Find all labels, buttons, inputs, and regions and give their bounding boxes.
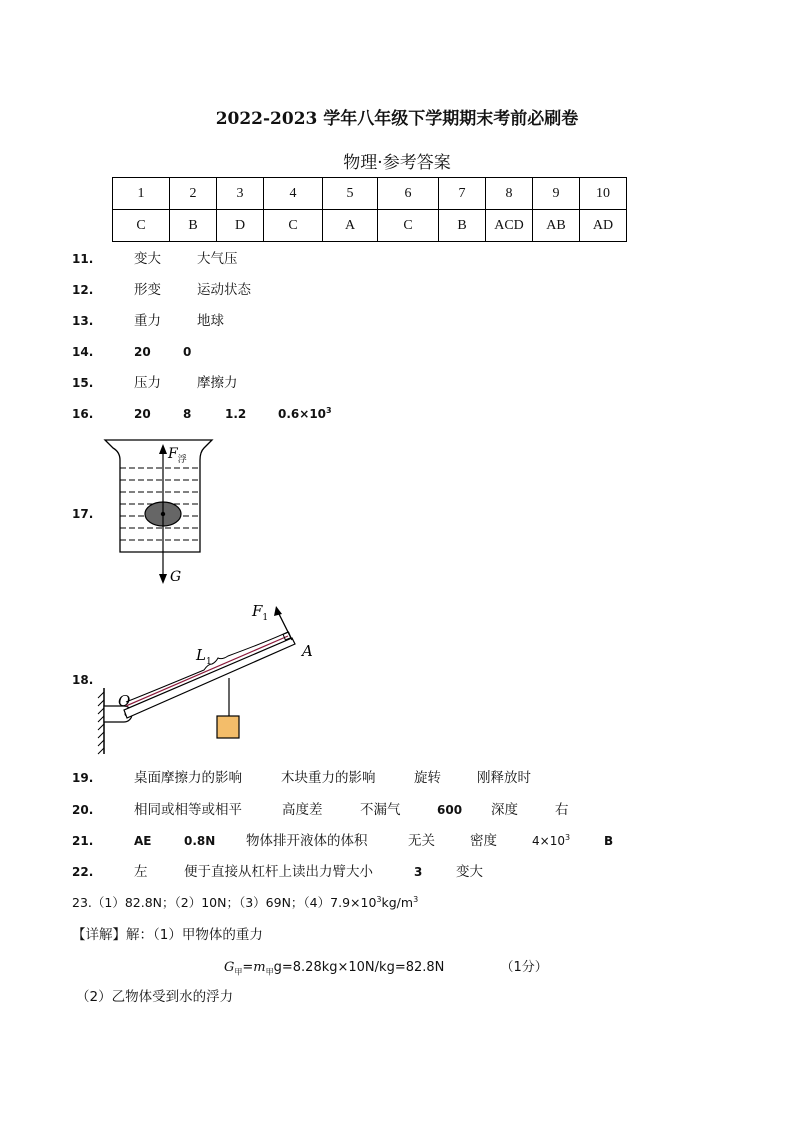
wall-hatch	[98, 692, 104, 754]
label-a: A	[302, 642, 313, 660]
score-note: （1分）	[500, 960, 548, 975]
answer-text: 无关	[408, 833, 435, 849]
answer-text: B	[604, 834, 614, 848]
answer-text: 密度	[470, 833, 497, 849]
answer-text: 1.2	[225, 407, 247, 421]
table-cell: 5	[323, 178, 378, 210]
answer-text: 左	[134, 864, 148, 880]
table-row-numbers	[113, 178, 627, 210]
answer-text: 3	[414, 865, 423, 879]
table-cell: D	[217, 210, 264, 242]
answer-text: 0	[183, 345, 192, 359]
answer-text: 木块重力的影响	[281, 770, 376, 786]
question-number: 15.	[72, 376, 94, 390]
answer-text: 右	[555, 802, 569, 818]
question-number: 18.	[72, 673, 94, 687]
answer-text: 20	[134, 345, 151, 359]
answer-text: 8	[183, 407, 192, 421]
center-dot	[161, 512, 165, 516]
question-number: 19.	[72, 771, 94, 785]
question-number: 16.	[72, 407, 94, 421]
equation-line: $G_甲=m_甲g=8.28kg\times 10N/kg=82.8N$ （1分）	[224, 960, 548, 977]
table-cell: B	[439, 210, 486, 242]
question-number: 12.	[72, 283, 94, 297]
table-row-answers	[113, 210, 627, 242]
question-number: 11.	[72, 252, 94, 266]
answer-text: $4\times 10^3$	[532, 833, 571, 848]
table-cell: 10	[580, 178, 627, 210]
answer-text: 物体排开液体的体积	[246, 833, 368, 849]
answer-text: 重力	[134, 313, 161, 329]
answer-text: 旋转	[414, 770, 441, 786]
table-cell: AD	[580, 210, 627, 242]
answer-text: 0.8N	[184, 834, 216, 848]
lever-diagram	[96, 598, 336, 758]
detail-label: 【详解】解：（1）甲物体的重力	[72, 927, 263, 943]
label-f1: $F_1$	[252, 602, 269, 623]
table-cell: 6	[378, 178, 439, 210]
page-subtitle: 物理·参考答案	[343, 153, 451, 173]
question-number: 14.	[72, 345, 94, 359]
answer-text: 形变	[134, 282, 161, 298]
table-cell: 3	[217, 178, 264, 210]
arm-brace	[126, 632, 288, 702]
label-g: G	[170, 569, 182, 585]
answer-text: 便于直接从杠杆上读出力臂大小	[184, 864, 373, 880]
answer-text: 深度	[491, 802, 518, 818]
table-cell: 4	[264, 178, 323, 210]
answer-text: 地球	[197, 313, 224, 329]
table-cell: 7	[439, 178, 486, 210]
table-cell: C	[378, 210, 439, 242]
question-number: 17.	[72, 507, 94, 521]
hanging-weight	[217, 716, 239, 738]
answer-text: 变大	[456, 864, 483, 880]
arrow-head-icon	[274, 606, 282, 616]
question-number: 20.	[72, 803, 94, 817]
arrow-head-up-icon	[159, 444, 167, 454]
answer-text: 600	[437, 803, 463, 817]
answer-text: AE	[134, 834, 152, 848]
answer-text: 变大	[134, 251, 161, 267]
table-cell: A	[323, 210, 378, 242]
table-cell: ACD	[486, 210, 533, 242]
answer-text: 相同或相等或相平	[134, 802, 242, 818]
answer-text: $0.6\times 10^3$	[278, 406, 332, 421]
answer-text: 大气压	[197, 251, 238, 267]
answer-text: 刚释放时	[477, 770, 531, 786]
beaker-outline	[105, 440, 212, 552]
arrow-head-down-icon	[159, 574, 167, 584]
table-cell: 1	[113, 178, 170, 210]
table-cell: C	[264, 210, 323, 242]
answer-text: 23.（1）82.8N；（2）10N；（3）69N；$(4)7.9\times 10^3kg/m^3$	[72, 894, 419, 910]
question-number: 21.	[72, 834, 94, 848]
answer-text: 20	[134, 407, 151, 421]
lever-bar	[124, 638, 295, 718]
table-cell: 8	[486, 178, 533, 210]
page-title: 2022-2023 学年八年级下学期期末考前必刷卷	[215, 109, 579, 129]
table-cell: 2	[170, 178, 217, 210]
part2-label: （2）乙物体受到水的浮力	[76, 989, 234, 1005]
answer-text: 桌面摩擦力的影响	[134, 770, 242, 786]
question-number: 22.	[72, 865, 94, 879]
question-number: 13.	[72, 314, 94, 328]
label-f-buoyant: $F_浮$	[168, 446, 187, 465]
answer-text: 压力	[134, 375, 161, 391]
answer-text: 不漏气	[360, 802, 401, 818]
table-cell: B	[170, 210, 217, 242]
answer-text: 高度差	[282, 802, 323, 818]
table-cell: AB	[533, 210, 580, 242]
table-cell: C	[113, 210, 170, 242]
buoyancy-diagram	[100, 438, 220, 590]
answer-text: 摩擦力	[197, 375, 238, 391]
label-l1: $L_1$	[196, 646, 212, 667]
label-o: O	[118, 692, 131, 710]
table-cell: 9	[533, 178, 580, 210]
choice-answer-table	[112, 177, 627, 242]
lever-arm-line	[126, 636, 288, 706]
answer-text: 运动状态	[197, 282, 251, 298]
